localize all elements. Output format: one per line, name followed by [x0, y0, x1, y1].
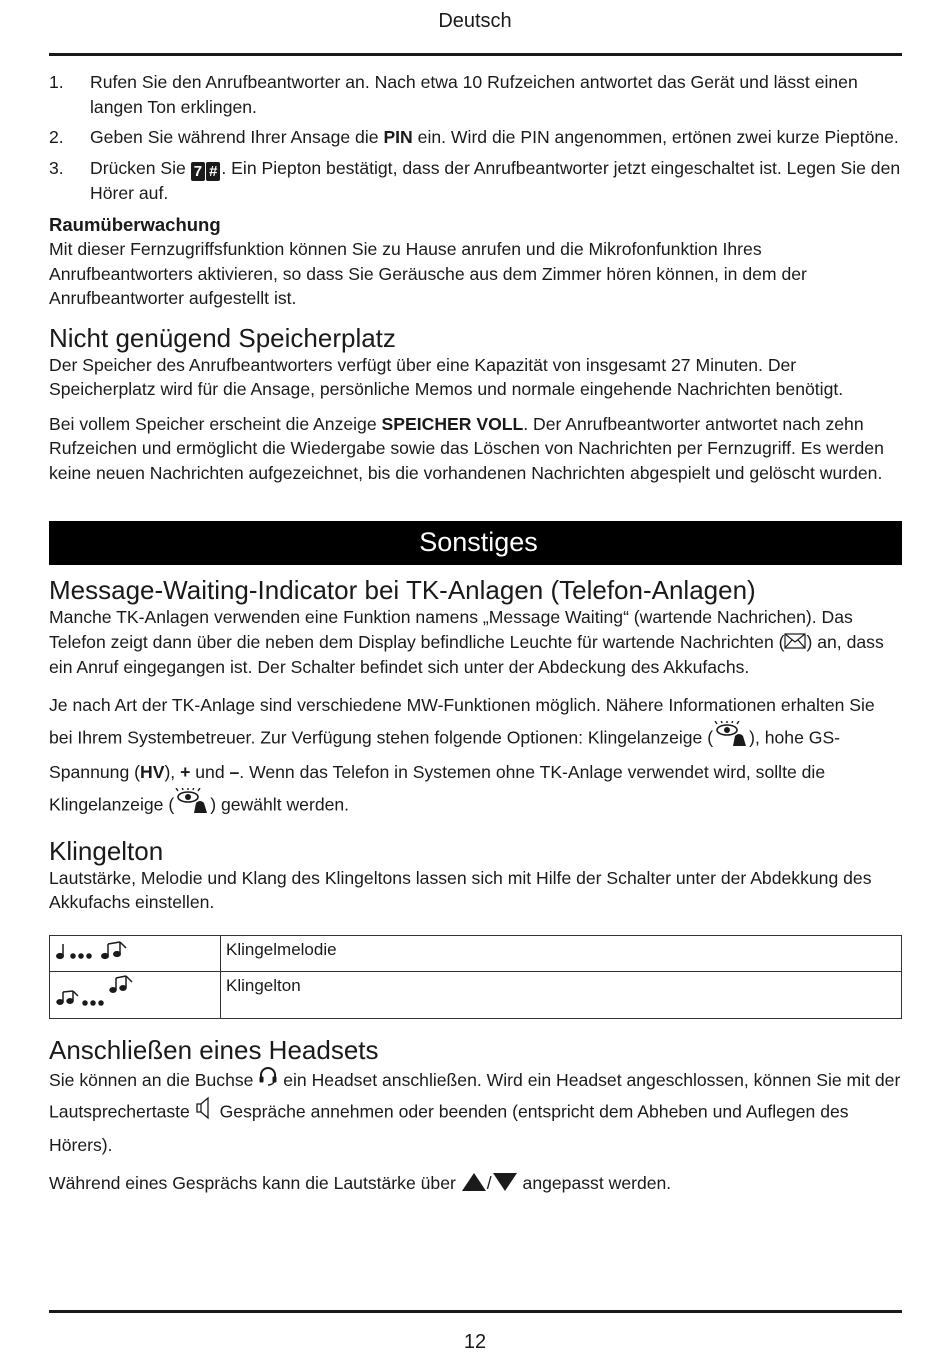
step-list	[49, 70, 902, 205]
table-row	[50, 972, 902, 1019]
ring-melody-switch-icon	[50, 935, 221, 972]
text-span: Sie können an die Buchse	[49, 1069, 259, 1090]
step-text: . Ein Piepton bestätigt, dass der Anrufbeantworter jetzt eingeschaltet ist. Legen Sie den Hörer auf.	[90, 157, 901, 203]
step-number: 1.	[49, 72, 64, 92]
volume-up-icon	[461, 1172, 487, 1199]
plus-label: +	[180, 761, 191, 782]
step-text: Geben Sie während Ihrer Ansage die	[90, 127, 384, 147]
text-span: und	[190, 761, 230, 782]
step-item	[49, 156, 902, 206]
volume-down-icon	[492, 1172, 518, 1199]
paragraph: Lautstärke, Melodie und Klang des Klingeltons lassen sich mit Hilfe der Schalter unter der Abdekkung des Akkufachs einstellen.	[49, 867, 872, 913]
text-span: angepasst werden.	[517, 1173, 672, 1194]
table-row	[50, 935, 902, 972]
hv-label: HV	[139, 761, 165, 782]
section-banner: Sonstiges	[49, 521, 902, 565]
step-number: 2.	[49, 127, 64, 147]
section-heading-klingelton: Klingelton	[49, 835, 164, 866]
key-hash-icon: #	[206, 162, 220, 181]
text-span: ), hohe GS-Spannung (	[49, 727, 841, 782]
section-heading-mwi: Message-Waiting-Indicator bei TK-Anlagen (Telefon-Anlagen)	[49, 575, 756, 605]
text-span: /	[486, 1173, 492, 1194]
speaker-key-icon	[195, 1096, 215, 1130]
table-cell: Klingelmelodie	[221, 935, 902, 972]
pin-label: PIN	[383, 127, 413, 147]
text-span: Manche TK-Anlagen verwenden eine Funktion namens „Message Waiting“ (wartende Nachrichen). Das Telefon zeigt dann über die neben dem Display befindliche Leuchte für wartende Nachrichten (	[49, 607, 853, 652]
paragraph: Der Speicher des Anrufbeantworters verfügt über eine Kapazität von insgesamt 27 Minuten. Der Speicherplatz wird für die Ansage, persönliche Memos und normale eingehende Nachrichten benötigt.	[49, 354, 844, 399]
step-text: ein. Wird die PIN angenommen, ertönen zwei kurze Pieptöne.	[412, 127, 899, 147]
text-span: ein Headset anschließen. Wird ein Headset angeschlossen, können Sie mit der Lautsprechertaste	[49, 1069, 901, 1123]
page-number: 12	[463, 1331, 487, 1353]
step-number: 3.	[49, 157, 64, 178]
paragraph: Mit dieser Fernzugriffsfunktion können Sie zu Hause anrufen und die Mikrofonfunktion Ihres Anrufbeantworters aktivieren, so dass Sie Geräusche aus dem Zimmer hören können, in dem der Anrufbeantworter aufgestellt ist.	[49, 239, 807, 308]
table-cell: Klingelton	[221, 972, 902, 1019]
text-span: . Wenn das Telefon in Systemen ohne TK-Anlage verwendet wird, sollte die Klingelanzeige (	[49, 761, 826, 815]
page-header: Deutsch	[438, 10, 512, 32]
page-content	[49, 70, 902, 1208]
section-heading-speicherplatz: Nicht genügend Speicherplatz	[49, 322, 396, 353]
header-rule	[49, 53, 902, 56]
text-span: Bei vollem Speicher erscheint die Anzeige	[49, 413, 382, 434]
text-span: ) gewählt werden.	[210, 794, 350, 815]
text-span: Je nach Art der TK-Anlage sind verschiedene MW-Funktionen möglich. Nähere Informationen erhalten Sie bei Ihrem Systembetreuer. Zur Verfügung stehen folgende Optionen: Klingelanzeige (	[49, 694, 875, 748]
paragraph	[49, 690, 902, 824]
ring-tone-switch-icon	[50, 972, 221, 1019]
step-text: Drücken Sie	[90, 157, 191, 178]
text-span: Gespräche annehmen oder beenden (entspricht dem Abheben und Auflegen des Hörers).	[49, 1102, 849, 1156]
ring-indicator-icon	[174, 788, 210, 824]
paragraph	[49, 1171, 902, 1198]
paragraph	[49, 1065, 902, 1162]
key-7-icon: 7	[191, 162, 205, 181]
step-text: Rufen Sie den Anrufbeantworter an. Nach etwa 10 Rufzeichen antwortet das Gerät und lässt einen langen Ton erklingen.	[90, 72, 858, 117]
footer-rule	[49, 1310, 902, 1313]
step-item	[49, 125, 902, 150]
text-span: ) an, dass ein Anruf eingegangen ist. Der Schalter befindet sich unter der Abdeckung des Akkufachs.	[49, 631, 884, 678]
switch-table	[49, 935, 902, 1019]
step-item	[49, 70, 902, 119]
display-message: SPEICHER VOLL	[381, 413, 524, 434]
section-heading-headset: Anschließen eines Headsets	[49, 1034, 379, 1065]
section-heading-raumueberwachung: Raumüberwachung	[49, 214, 221, 235]
envelope-icon	[784, 631, 806, 656]
ring-indicator-icon	[713, 721, 749, 757]
headset-jack-icon	[258, 1065, 278, 1096]
text-span: Während eines Gesprächs kann die Lautstärke über	[49, 1173, 461, 1194]
text-span: ),	[164, 761, 181, 782]
text-span: . Der Anrufbeantworter antwortet nach zehn Rufzeichen und ermöglicht die Wiedergabe sowie das Löschen von Nachrichten per Fernzugriff. Es werden keine neuen Nachrichten aufgezeichnet, bis die vorhandenen Nachrichten abgespielt und gelöscht wurden.	[49, 413, 884, 483]
minus-label: –	[229, 761, 240, 782]
paragraph	[49, 412, 902, 486]
paragraph	[49, 605, 902, 680]
